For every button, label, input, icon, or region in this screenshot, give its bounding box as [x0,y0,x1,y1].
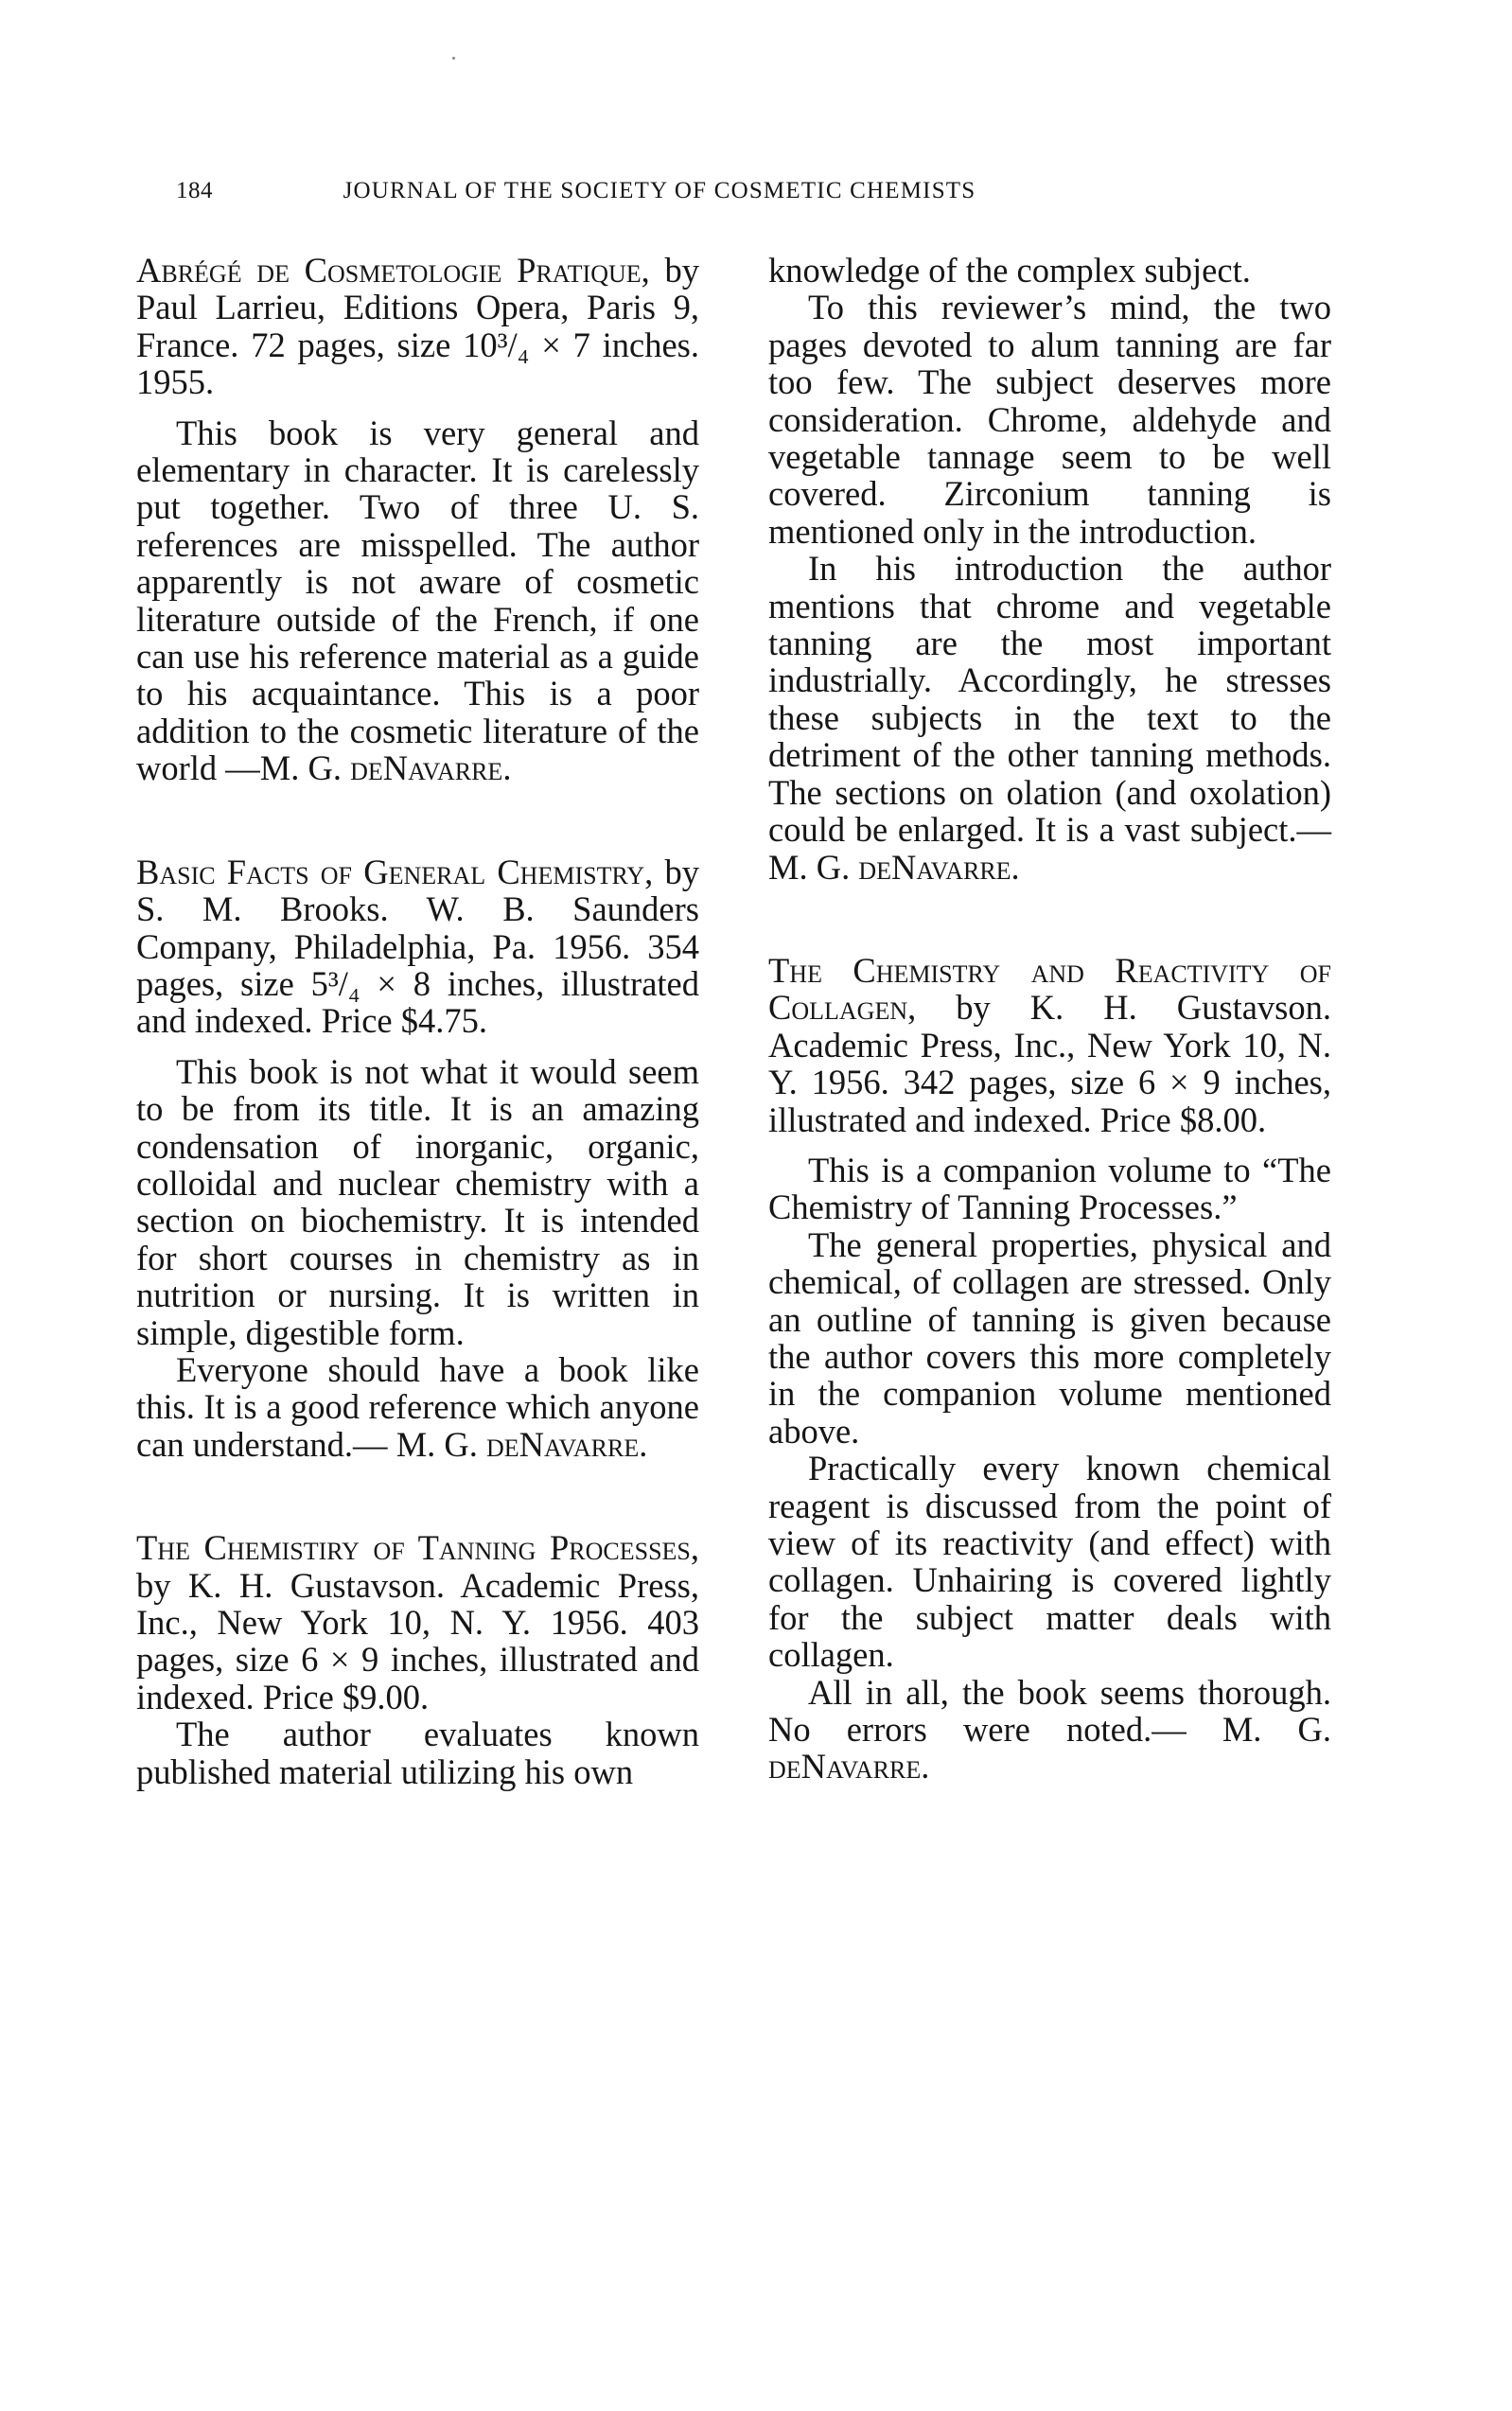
reviewer-signature: deNavarre. [858,847,1020,887]
review-heading-abrege [136,252,699,401]
review-paragraph: The general properties, physical and chemical, of collagen are stressed. Only an outline of tanning is given because the author covers this more completely in the companion volume mentioned above. [768,1224,1331,1451]
review-paragraph: Practically every known chemical reagent is discussed from the point of view of its reactivity (and effect) with collagen. Unhairing is covered lightly for the subject matter deals with collagen. [768,1449,1331,1675]
review-paragraph: This is a companion volume to “The Chemistry of Tanning Processes.” [768,1150,1331,1227]
book-citation: by S. M. Brooks. W. B. Saunders Company, Philadelphia, Pa. 1956. 354 pages, size 5³/₄ × 8 inches, illustrated and indexed. Price $4.75. [136,852,699,1041]
right-column [768,252,1331,1786]
reviewer-signature: deNavarre. [768,1747,930,1786]
book-title: Basic Facts of General Chemistry, [136,852,654,891]
book-citation: by K. H. Gustavson. Academic Press, Inc., New York 10, N. Y. 1956. 403 pages, size 6 × 9 inches, illustrated and indexed. Price $9.00. [136,1565,699,1716]
review-paragraph: All in all, the book seems thorough. No errors were noted.— M. G. deNavarre. [768,1672,1331,1786]
review-paragraph: Everyone should have a book like this. It is a good reference which anyone can understand.— M. G. deNavarre. [136,1349,699,1464]
review-heading-collagen [768,952,1331,1138]
scan-speck [452,57,455,60]
review-paragraph-continued: knowledge of the complex subject. [768,251,1251,290]
book-citation: by K. H. Gustavson. Academic Press, Inc., New York 10, N. Y. 1956. 342 pages, size 6 × 9 inches, illustrated and indexed. Price $8.00. [768,988,1331,1139]
review-paragraph: The author evaluates known published material utilizing his own [136,1715,699,1791]
book-title: Abrégé de Cosmetologie Pratique, [136,251,650,290]
reviewer-signature: deNavarre. [350,748,512,788]
book-citation: by Paul Larrieu, Editions Opera, Paris 9, France. 72 pages, size 10³/₄ × 7 inches. 1955. [136,251,699,402]
book-title: The Chemistiry of Tanning Processes, [136,1528,699,1568]
journal-title: JOURNAL OF THE SOCIETY OF COSMETIC CHEMISTS [343,178,976,203]
review-paragraph: In his introduction the author mentions that chrome and vegetable tanning are the most important industrially. Accordingly, he stresses these subjects in the text to the detriment of the other tanning methods. The sections on olation (and oxolation) could be enlarged. It is a vast subject.—M. G. deNavarre. [768,549,1331,887]
running-header [176,178,1143,216]
review-heading-basic-facts [136,854,699,1040]
review-paragraph: This book is very general and elementary in character. It is carelessly put together. Two of three U. S. references are misspelled. The author apparently is not aware of cosmetic literature outside of the French, if one can use his reference material as a guide to his acquaintance. This is a poor addition to the cosmetic literature of the world —M. G. deNavarre. [136,413,699,788]
review-paragraph: To this reviewer’s mind, the two pages devoted to alum tanning are far too few. The subject deserves more consideration. Chrome, aldehyde and vegetable tannage seem to be well covered. Zirconium tanning is mentioned only in the introduction. [768,288,1331,551]
reviewer-signature: deNavarre. [486,1424,648,1464]
left-column [136,252,699,1790]
review-heading-tanning [136,1529,699,1716]
page-number: 184 [176,178,213,203]
book-title: The Chemistry and Reactivity of Collagen, [768,950,1331,1028]
review-paragraph: This book is not what it would seem to be from its title. It is an amazing condensation of inorganic, organic, colloidal and nuclear chemistry with a section on biochemistry. It is intended for short courses in chemistry as in nutrition or nursing. It is written in simple, digestible form. [136,1051,699,1352]
